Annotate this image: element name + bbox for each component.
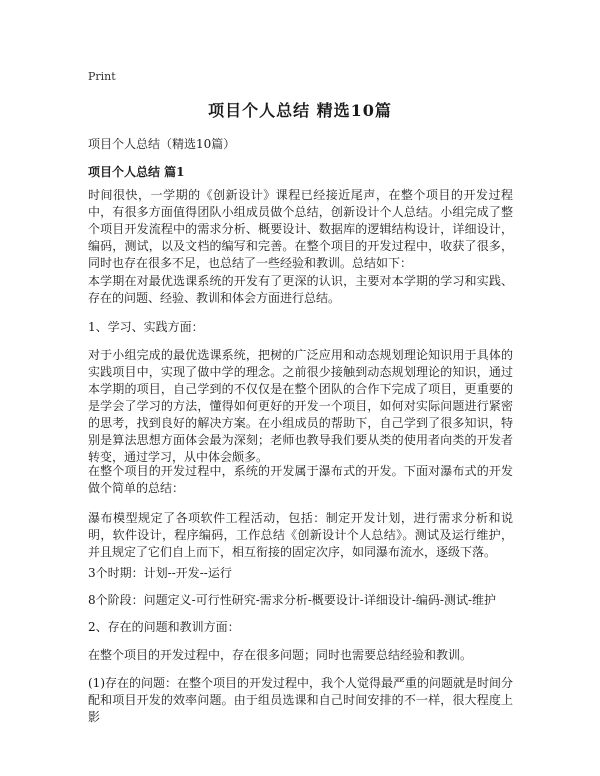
section-heading: 项目个人总结 篇1 [88,165,185,179]
line-stages: 8个阶段：问题定义-可行性研究-需求分析-概要设计-详细设计-编码-测试-维护 [88,593,497,607]
heading-learning: 1、学习、实践方面： [88,320,204,334]
paragraph-problems-intro: 在整个项目的开发过程中，存在很多问题；同时也需要总结经验和教训。 [88,648,473,662]
paragraph-waterfall-intro: 在整个项目的开发过程中，系统的开发属于瀑布式的开发。下面对瀑布式的开发做个简单的总结： [88,464,513,495]
paragraph-intro: 时间很快，一学期的《创新设计》课程已经接近尾声，在整个项目的开发过程中，有很多方面值得团队小组成员做个总结，创新设计个人总结。小组完成了整个项目开发流程中的需求分析、概要设计、数据库的逻辑结构设计，详细设计，编码，测试，以及文档的编写和完善。在整个项目的开发过程中，收获了很多，同时也存在很多不足，也总结了一些经验和教训。总结如下： [88,188,513,270]
paragraph-waterfall-model: 瀑布模型规定了各项软件工程活动，包括：制定开发计划，进行需求分析和说明，软件设计，程序编码，工作总结《创新设计个人总结》。测试及运行维护，并且规定了它们自上而下，相互衔接的固定次序，如同瀑布流水，逐级下落。 [88,511,513,559]
paragraph-problem-1: (1)存在的问题：在整个项目的开发过程中，我个人觉得最严重的问题就是时间分配和项目开发的效率问题。由于组员选课和自己时间安排的不一样，很大程度上影 [88,676,514,724]
document-subtitle: 项目个人总结（精选10篇） [88,137,236,151]
paragraph-learning: 对于小组完成的最优选课系统，把树的广泛应用和动态规划理论知识用于具体的实践项目中，实现了做中学的理念。之前很少接触到动态规划理论的知识，通过本学期的项目，自己学到的不仅仅是在整个团队的合作下完成了项目，更重要的是学会了学习的方法，懂得如何更好的开发一个项目，如何对实际问题进行紧密的思考，找到良好的解决方案。在小组成员的帮助下，自己学到了很多知识，特别是算法思想方面体会最为深刻；老师也教导我们要从类的使用者向类的开发者转变，通过学习，从中体会颇多。 [88,348,513,464]
document-title: 项目个人总结 精选10篇 [208,101,392,120]
paragraph-summary: 本学期在对最优选课系统的开发有了更深的认识，主要对本学期的学习和实践、存在的问题、经验、教训和体会方面进行总结。 [88,274,513,305]
heading-problems: 2、存在的问题和教训方面： [88,620,240,634]
print-label: Print [88,70,116,83]
line-periods: 3个时期：计划--开发--运行 [88,566,232,580]
